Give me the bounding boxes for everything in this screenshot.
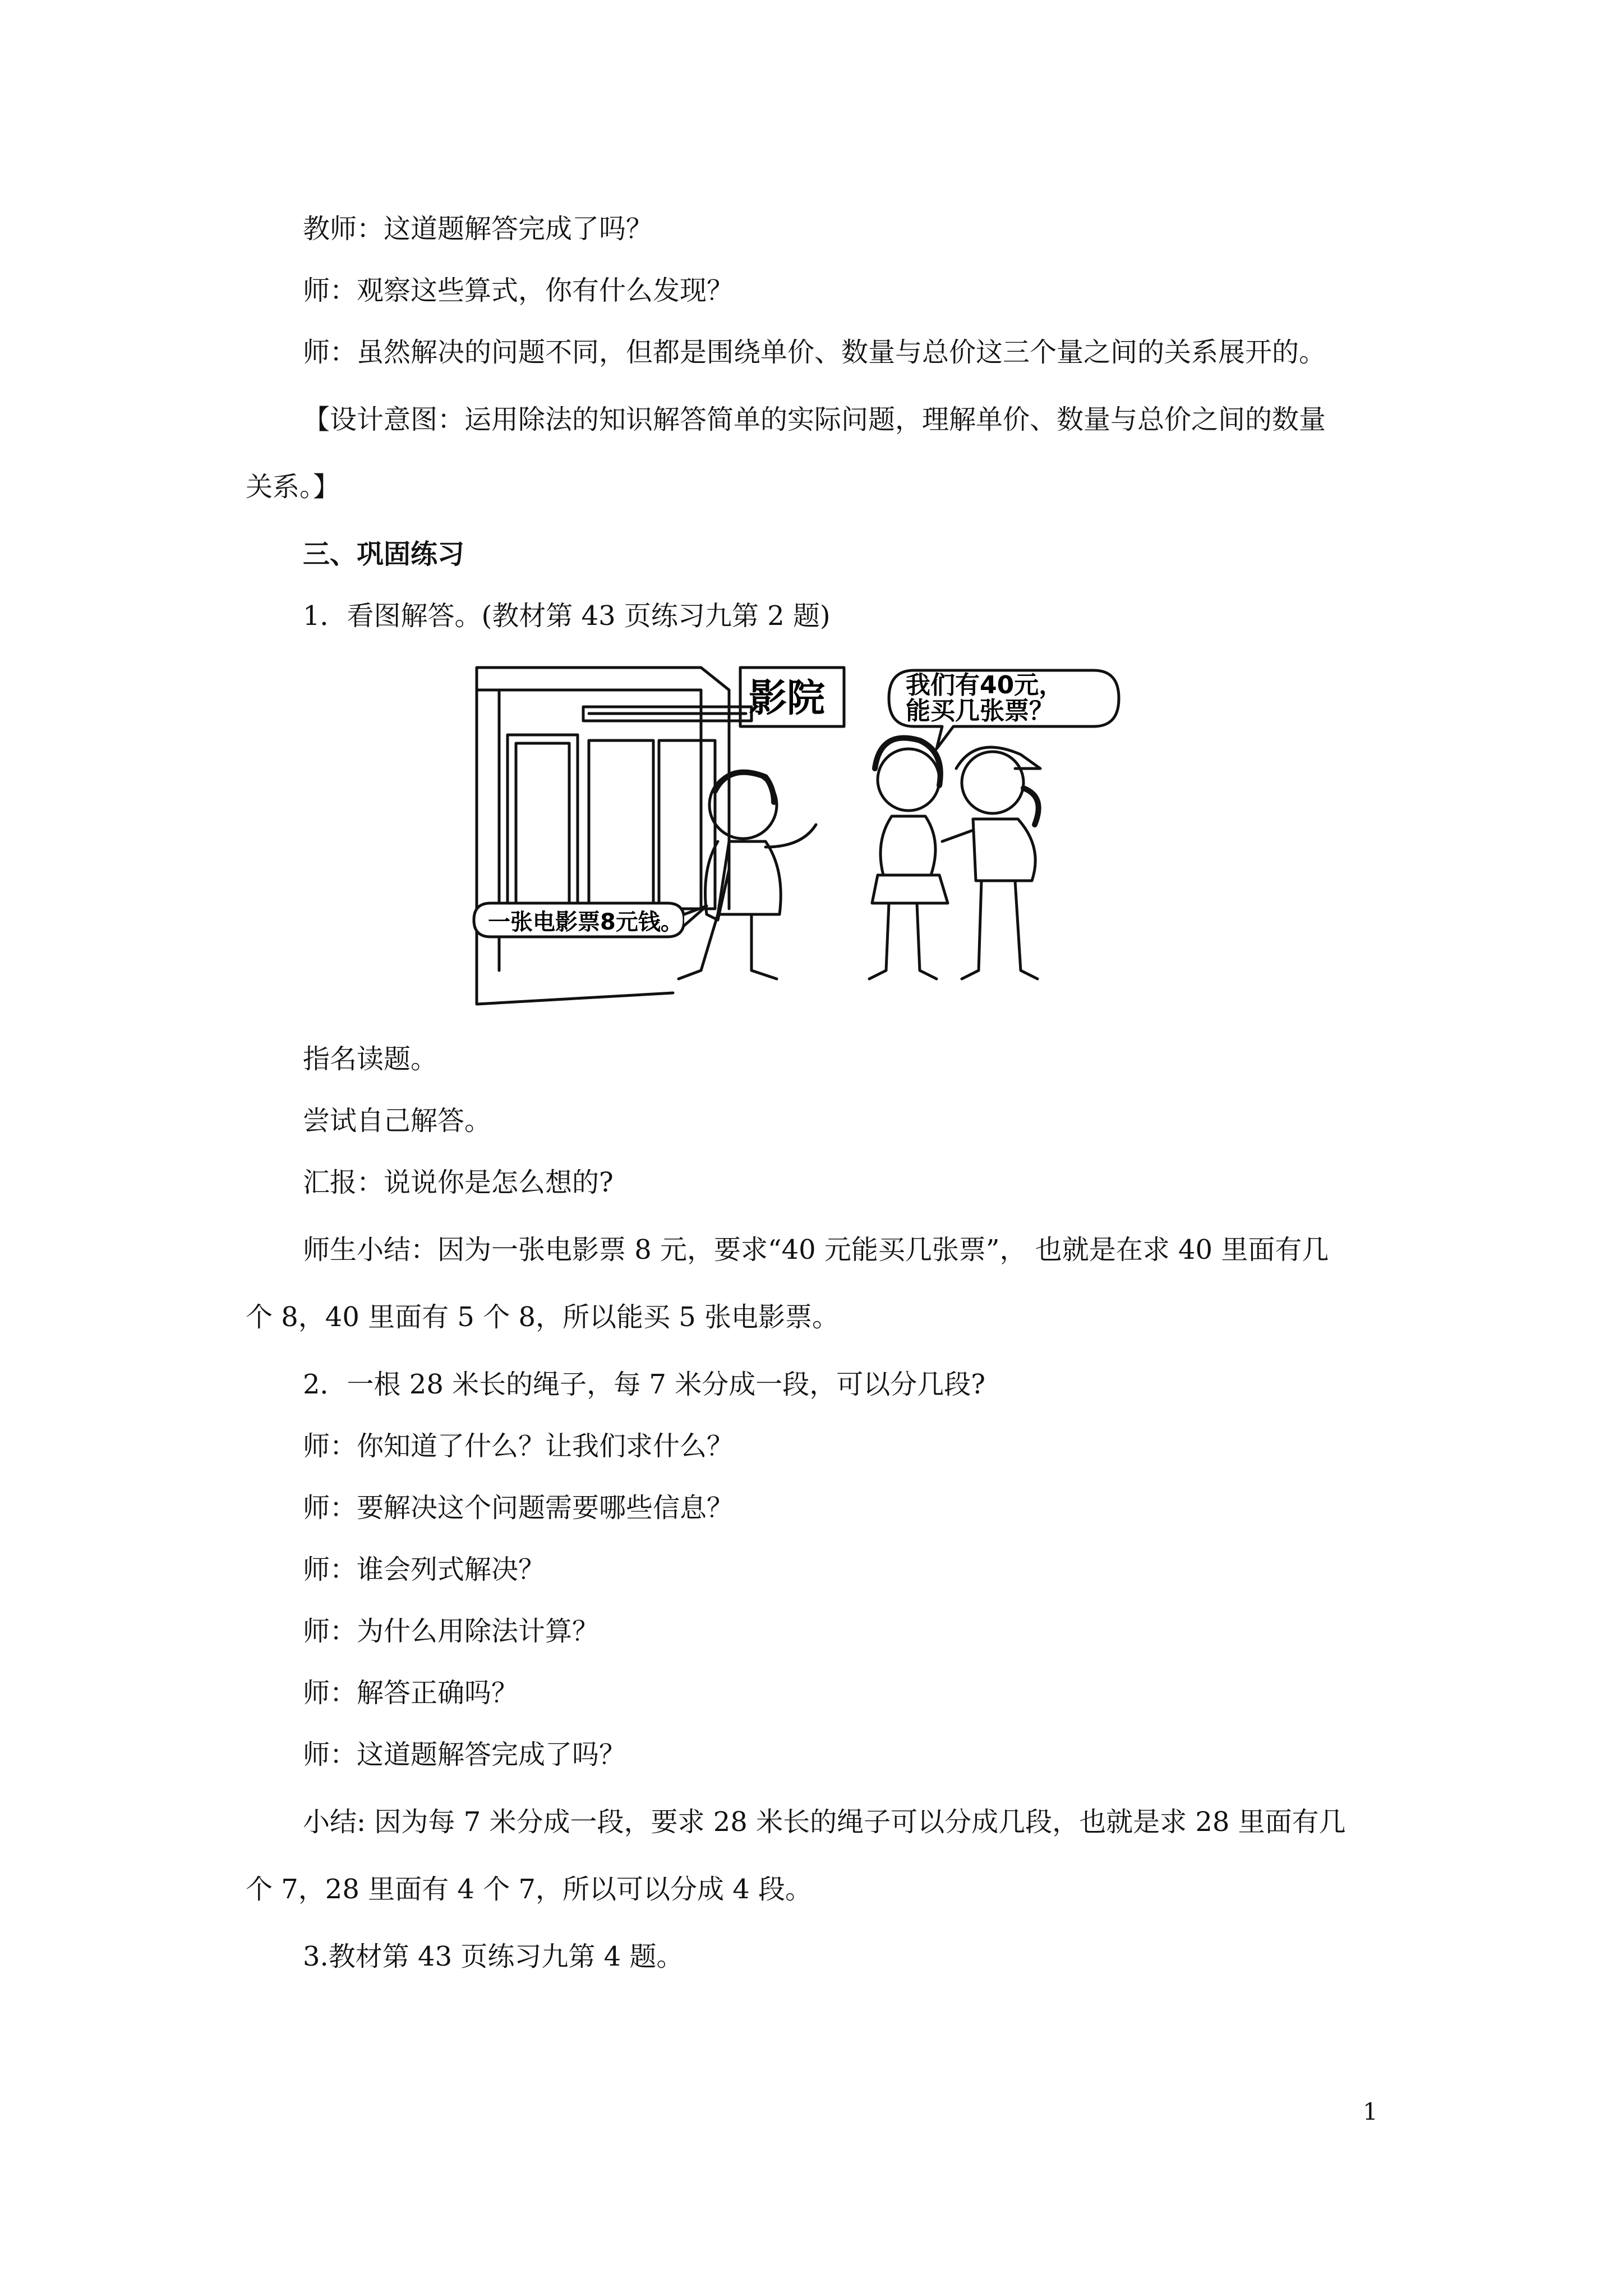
exercise-3-title: 3.教材第 43 页练习九第 4 题。 [303, 1941, 684, 1972]
bubble-boy-text: 一张电影票8元钱。 [488, 909, 683, 935]
design-intent-line: 关系。】 [246, 471, 340, 503]
design-intent-line: 【设计意图：运用除法的知识解答简单的实际问题，理解单价、数量与总价之间的数量 [303, 404, 1326, 435]
bubble-girls-line-1: 我们有40元， [906, 671, 1064, 700]
text-line: 师：虽然解决的问题不同，但都是围绕单价、数量与总价这三个量之间的关系展开的。 [303, 337, 1326, 368]
text-line: 师：这道题解答完成了吗？ [303, 1739, 626, 1770]
text-line: 师：观察这些算式，你有什么发现？ [303, 275, 734, 306]
exercise-1-title: 1．看图解答。(教材第 43 页练习九第 2 题) [303, 600, 831, 632]
text-line: 师：你知道了什么？让我们求什么？ [303, 1430, 734, 1462]
cinema-sign: 影院 [749, 677, 826, 721]
text-line: 汇报：说说你是怎么想的? [303, 1167, 614, 1198]
cinema-illustration [437, 656, 1133, 1015]
text-line: 师：解答正确吗？ [303, 1677, 519, 1709]
exercise-2-title: 2．一根 28 米长的绳子，每 7 米分成一段，可以分几段? [303, 1369, 985, 1400]
section-heading: 三、巩固练习 [303, 539, 465, 570]
text-line: 师：为什么用除法计算？ [303, 1616, 600, 1647]
summary-line: 个 7，28 里面有 4 个 7，所以可以分成 4 段。 [246, 1874, 813, 1905]
text-line: 指名读题。 [303, 1043, 438, 1075]
text-line: 尝试自己解答。 [303, 1105, 492, 1137]
summary-line: 小结: 因为每 7 米分成一段，要求 28 米长的绳子可以分成几段，也就是求 28 里面有几 [303, 1806, 1346, 1838]
bubble-girls-line-2: 能买几张票？ [906, 697, 1054, 725]
summary-line: 师生小结：因为一张电影票 8 元，要求“40 元能买几张票”， 也就是在求 40 里面有几 [303, 1234, 1329, 1266]
text-line: 师：要解决这个问题需要哪些信息？ [303, 1492, 734, 1524]
text-line: 教师：这道题解答完成了吗？ [303, 213, 653, 245]
page-number: 1 [1363, 2098, 1378, 2125]
text-line: 师：谁会列式解决？ [303, 1554, 546, 1585]
summary-line: 个 8，40 里面有 5 个 8，所以能买 5 张电影票。 [246, 1301, 840, 1333]
